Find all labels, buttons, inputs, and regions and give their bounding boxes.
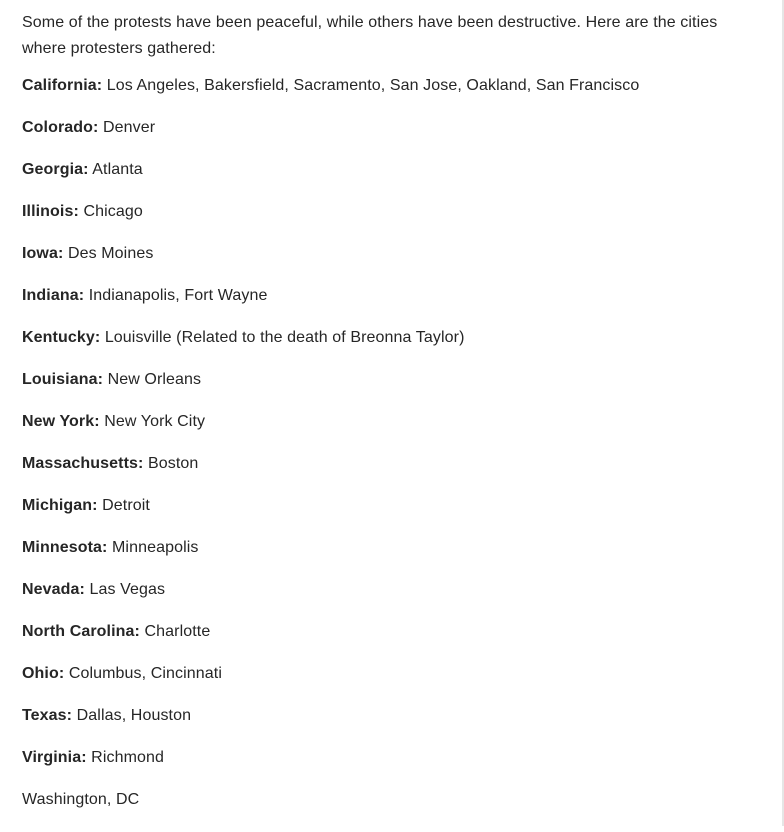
list-item [22, 706, 762, 748]
state-name: Minnesota: [22, 539, 108, 556]
list-item [22, 454, 762, 496]
list-item [22, 244, 762, 286]
state-name: Georgia: [22, 161, 89, 178]
state-name: Iowa: [22, 245, 64, 262]
city-names: Des Moines [67, 245, 154, 262]
list-item [22, 370, 762, 412]
city-names: Minneapolis [112, 539, 199, 556]
city-names: Dallas, Houston [76, 707, 192, 724]
state-name: Illinois: [22, 203, 79, 220]
intro-paragraph: Some of the protests have been peaceful, while others have been destructive. Here are the cities where protesters gathered: [22, 14, 718, 57]
state-name: California: [22, 77, 103, 94]
state-name: Nevada: [22, 581, 85, 598]
state-name: Louisiana: [22, 371, 104, 388]
state-name: Massachusetts: [22, 455, 144, 472]
list-item [22, 622, 762, 664]
state-name: Ohio: [22, 665, 65, 682]
state-name: Texas: [22, 707, 73, 724]
city-names: Indianapolis, Fort Wayne [88, 287, 268, 304]
state-name: Kentucky: [22, 329, 101, 346]
city-names: Atlanta [92, 161, 143, 178]
city-names: Detroit [102, 497, 150, 514]
city-names: Las Vegas [89, 581, 166, 598]
list-item [22, 496, 762, 538]
list-item [22, 412, 762, 454]
city-names: Richmond [91, 749, 165, 766]
city-names: New York City [104, 413, 206, 430]
city-names: Denver [103, 119, 156, 136]
city-names: Columbus, Cincinnati [68, 665, 222, 682]
city-names: Charlotte [144, 623, 211, 640]
article-body [22, 10, 762, 832]
city-names: New Orleans [107, 371, 202, 388]
protest-city-list [22, 76, 762, 832]
list-item [22, 748, 762, 790]
list-item [22, 160, 762, 202]
state-name: New York: [22, 413, 100, 430]
city-names: Washington, DC [22, 791, 140, 808]
state-name: Michigan: [22, 497, 98, 514]
list-item [22, 664, 762, 706]
city-names: Boston [148, 455, 199, 472]
list-item [22, 580, 762, 622]
state-name: North Carolina: [22, 623, 140, 640]
city-names: Louisville (Related to the death of Breonna Taylor) [104, 329, 465, 346]
list-item [22, 76, 762, 118]
state-name: Colorado: [22, 119, 99, 136]
city-names: Los Angeles, Bakersfield, Sacramento, San Jose, Oakland, San Francisco [106, 77, 640, 94]
state-name: Indiana: [22, 287, 85, 304]
state-name: Virginia: [22, 749, 87, 766]
city-names: Chicago [83, 203, 143, 220]
list-item [22, 538, 762, 580]
list-item [22, 286, 762, 328]
list-item [22, 202, 762, 244]
list-item [22, 328, 762, 370]
list-item [22, 118, 762, 160]
